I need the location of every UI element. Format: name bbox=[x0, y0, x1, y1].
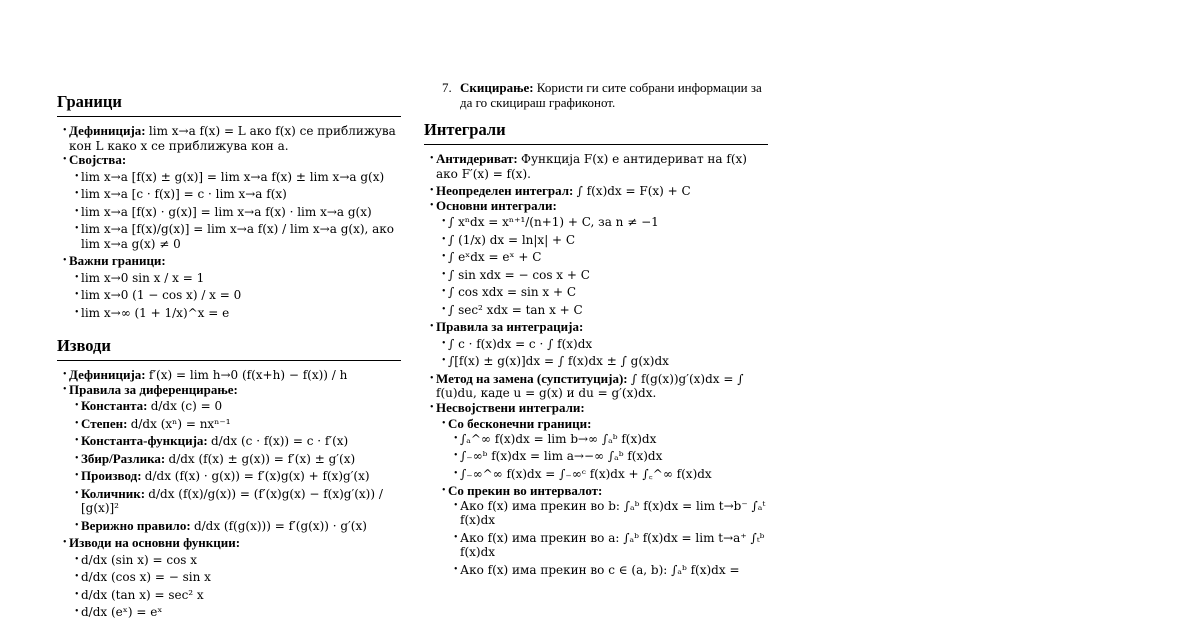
limit-property: • lim x→a [c · f(x)] = c · lim x→a f(x) bbox=[81, 187, 401, 202]
differentiation-rules: • Правила за диференцирање: • Константа: d/dx (c) = 0 • Степен: d/dx (xⁿ) = nxⁿ⁻¹ • Константа-функција: d/dx (c · f(x)) = c · f′(x) • Збир/Разлика: d/dx (f(x) ± g(x)) = f′(x) ± g′(x) • Производ: d/dx (f(x) · g(x)) = f′(x)g(x) + f(x)g′(x) • Количник: d/dx (f(x)/g(x)) = (f′(x)g(x) − f(x)g′(x)) / [g(x)]² • Верижно правило: d/dx (f(g(x))) = f′(g(x)) · g′(x) bbox=[69, 383, 401, 534]
indefinite-integral: • Неопределен интеграл: ∫ f(x)dx = F(x) + C bbox=[436, 184, 768, 199]
basic-derivative: • d/dx (eˣ) = eˣ bbox=[81, 605, 401, 620]
basic-derivative: • d/dx (tan x) = sec² x bbox=[81, 588, 401, 603]
integrals-heading: Интеграли bbox=[424, 120, 768, 145]
limits-properties: • Својства: • lim x→a [f(x) ± g(x)] = lim x→a f(x) ± lim x→a g(x) • lim x→a [c · f(x)] = c · lim x→a f(x) • lim x→a [f(x) · g(x)] = lim x→a f(x) · lim x→a g(x) • lim x→a [f(x)/g(x)] = lim x→a f(x) / lim x→a g(x), ако lim x→a g(x) ≠ 0 bbox=[69, 153, 401, 251]
limits-section bbox=[57, 92, 401, 323]
step-number: 7. bbox=[442, 80, 452, 95]
basic-integral: • ∫ eˣdx = eˣ + C bbox=[448, 250, 768, 265]
limit-property: • lim x→a [f(x) · g(x)] = lim x→a f(x) · lim x→a g(x) bbox=[81, 205, 401, 220]
basic-derivative: • d/dx (sin x) = cos x bbox=[81, 553, 401, 568]
break-case: • Ако f(x) има прекин во c ∈ (a, b): ∫ₐᵇ f(x)dx = bbox=[460, 563, 768, 578]
limits-definition: • Дефиниција: lim x→a f(x) = L ако f(x) се приближува кон L како x се приближува кон a. bbox=[69, 124, 401, 153]
diff-rule-chain: • Верижно правило: d/dx (f(g(x))) = f′(g(x)) · g′(x) bbox=[81, 519, 401, 534]
break-case: • Ако f(x) има прекин во b: ∫ₐᵇ f(x)dx = lim t→b⁻ ∫ₐᵗ f(x)dx bbox=[460, 499, 768, 528]
important-limits: • Важни граници: • lim x→0 sin x / x = 1 • lim x→0 (1 − cos x) / x = 0 • lim x→∞ (1 + 1/x)^x = e bbox=[69, 254, 401, 320]
basic-integral: • ∫ (1/x) dx = ln|x| + C bbox=[448, 233, 768, 248]
integration-rule: • ∫[f(x) ± g(x)]dx = ∫ f(x)dx ± ∫ g(x)dx bbox=[448, 354, 768, 369]
infinite-limits: • Со бесконечни граници: • ∫ₐ^∞ f(x)dx = lim b→∞ ∫ₐᵇ f(x)dx • ∫₋∞ᵇ f(x)dx = lim a→−∞ ∫ₐᵇ f(x)dx • ∫₋∞^∞ f(x)dx = ∫₋∞ᶜ f(x)dx + ∫꜀^∞ f(x)dx bbox=[448, 417, 768, 481]
break-case: • Ако f(x) има прекин во a: ∫ₐᵇ f(x)dx = lim t→a⁺ ∫ₜᵇ f(x)dx bbox=[460, 531, 768, 560]
limits-heading: Граници bbox=[57, 92, 401, 117]
basic-derivatives: • Изводи на основни функции: • d/dx (sin x) = cos x • d/dx (cos x) = − sin x • d/dx (tan x) = sec² x • d/dx (eˣ) = eˣ bbox=[69, 536, 401, 620]
basic-integral: • ∫ sin xdx = − cos x + C bbox=[448, 268, 768, 283]
sketch-step: 7. Скицирање: Користи ги сите собрани информации за да го скицираш графиконот. bbox=[442, 80, 762, 110]
interval-breaks: • Со прекин во интервалот: • Ако f(x) има прекин во b: ∫ₐᵇ f(x)dx = lim t→b⁻ ∫ₐᵗ f(x)dx • Ако f(x) има прекин во a: ∫ₐᵇ f(x)dx = lim t→a⁺ ∫ₜᵇ f(x)dx • Ако f(x) има прекин во c ∈ (a, b): ∫ₐᵇ f(x)dx = bbox=[448, 484, 768, 577]
important-limit: • lim x→∞ (1 + 1/x)^x = e bbox=[81, 306, 401, 321]
basic-integral: • ∫ cos xdx = sin x + C bbox=[448, 285, 768, 300]
diff-rule-sum: • Збир/Разлика: d/dx (f(x) ± g(x)) = f′(x) ± g′(x) bbox=[81, 452, 401, 467]
infinite-limit-case: • ∫ₐ^∞ f(x)dx = lim b→∞ ∫ₐᵇ f(x)dx bbox=[460, 432, 768, 447]
derivative-definition: • Дефиниција: f′(x) = lim h→0 (f(x+h) − f(x)) / h bbox=[69, 368, 401, 383]
diff-rule-quotient: • Количник: d/dx (f(x)/g(x)) = (f′(x)g(x) − f(x)g′(x)) / [g(x)]² bbox=[81, 487, 401, 516]
diff-rule-power: • Степен: d/dx (xⁿ) = nxⁿ⁻¹ bbox=[81, 417, 401, 432]
integrals-section bbox=[424, 120, 768, 580]
derivatives-section bbox=[57, 336, 401, 623]
diff-rule-product: • Производ: d/dx (f(x) · g(x)) = f′(x)g(x) + f(x)g′(x) bbox=[81, 469, 401, 484]
limit-property: • lim x→a [f(x)/g(x)] = lim x→a f(x) / lim x→a g(x), ако lim x→a g(x) ≠ 0 bbox=[81, 222, 401, 251]
basic-integrals: • Основни интеграли: • ∫ xⁿdx = xⁿ⁺¹/(n+1) + C, за n ≠ −1 • ∫ (1/x) dx = ln|x| + C • ∫ eˣdx = eˣ + C • ∫ sin xdx = − cos x + C • ∫ cos xdx = sin x + C • ∫ sec² xdx = tan x + C bbox=[436, 199, 768, 318]
integration-rule: • ∫ c · f(x)dx = c · ∫ f(x)dx bbox=[448, 337, 768, 352]
infinite-limit-case: • ∫₋∞^∞ f(x)dx = ∫₋∞ᶜ f(x)dx + ∫꜀^∞ f(x)dx bbox=[460, 467, 768, 482]
infinite-limit-case: • ∫₋∞ᵇ f(x)dx = lim a→−∞ ∫ₐᵇ f(x)dx bbox=[460, 449, 768, 464]
important-limit: • lim x→0 sin x / x = 1 bbox=[81, 271, 401, 286]
important-limit: • lim x→0 (1 − cos x) / x = 0 bbox=[81, 288, 401, 303]
limit-property: • lim x→a [f(x) ± g(x)] = lim x→a f(x) ± lim x→a g(x) bbox=[81, 170, 401, 185]
derivatives-heading: Изводи bbox=[57, 336, 401, 361]
basic-integral: • ∫ xⁿdx = xⁿ⁺¹/(n+1) + C, за n ≠ −1 bbox=[448, 215, 768, 230]
basic-integral: • ∫ sec² xdx = tan x + C bbox=[448, 303, 768, 318]
basic-derivative: • d/dx (cos x) = − sin x bbox=[81, 570, 401, 585]
diff-rule-constant-multiple: • Константа-функција: d/dx (c · f(x)) = c · f′(x) bbox=[81, 434, 401, 449]
substitution-method: • Метод на замена (супституција): ∫ f(g(x))g′(x)dx = ∫ f(u)du, каде u = g(x) и du = g′(x)dx. bbox=[436, 372, 768, 401]
diff-rule-constant: • Константа: d/dx (c) = 0 bbox=[81, 399, 401, 414]
antiderivative-definition: • Антидериват: Функција F(x) е антидериват на f(x) ако F′(x) = f(x). bbox=[436, 152, 768, 181]
improper-integrals: • Несвојствени интеграли: • Со бесконечни граници: • ∫ₐ^∞ f(x)dx = lim b→∞ ∫ₐᵇ f(x)dx • ∫₋∞ᵇ f(x)dx = lim a→−∞ ∫ₐᵇ f(x)dx • ∫₋∞^∞ f(x)dx = ∫₋∞ᶜ f(x)dx + ∫꜀^∞ f(x)dx • Со прекин во интервалот: • Ако f(x) има прекин во b: ∫ₐᵇ f(x)dx = lim t→b⁻ ∫ₐᵗ f(x)dx • Ако f(x) има прекин во a: ∫ₐᵇ f(x)dx = lim t→a⁺ ∫ₜᵇ f(x)dx • Ако f(x) има прекин во c ∈ (a, b): ∫ₐᵇ f(x)dx = bbox=[436, 401, 768, 578]
integration-rules: • Правила за интеграција: • ∫ c · f(x)dx = c · ∫ f(x)dx • ∫[f(x) ± g(x)]dx = ∫ f(x)dx ± ∫ g(x)dx bbox=[436, 320, 768, 369]
